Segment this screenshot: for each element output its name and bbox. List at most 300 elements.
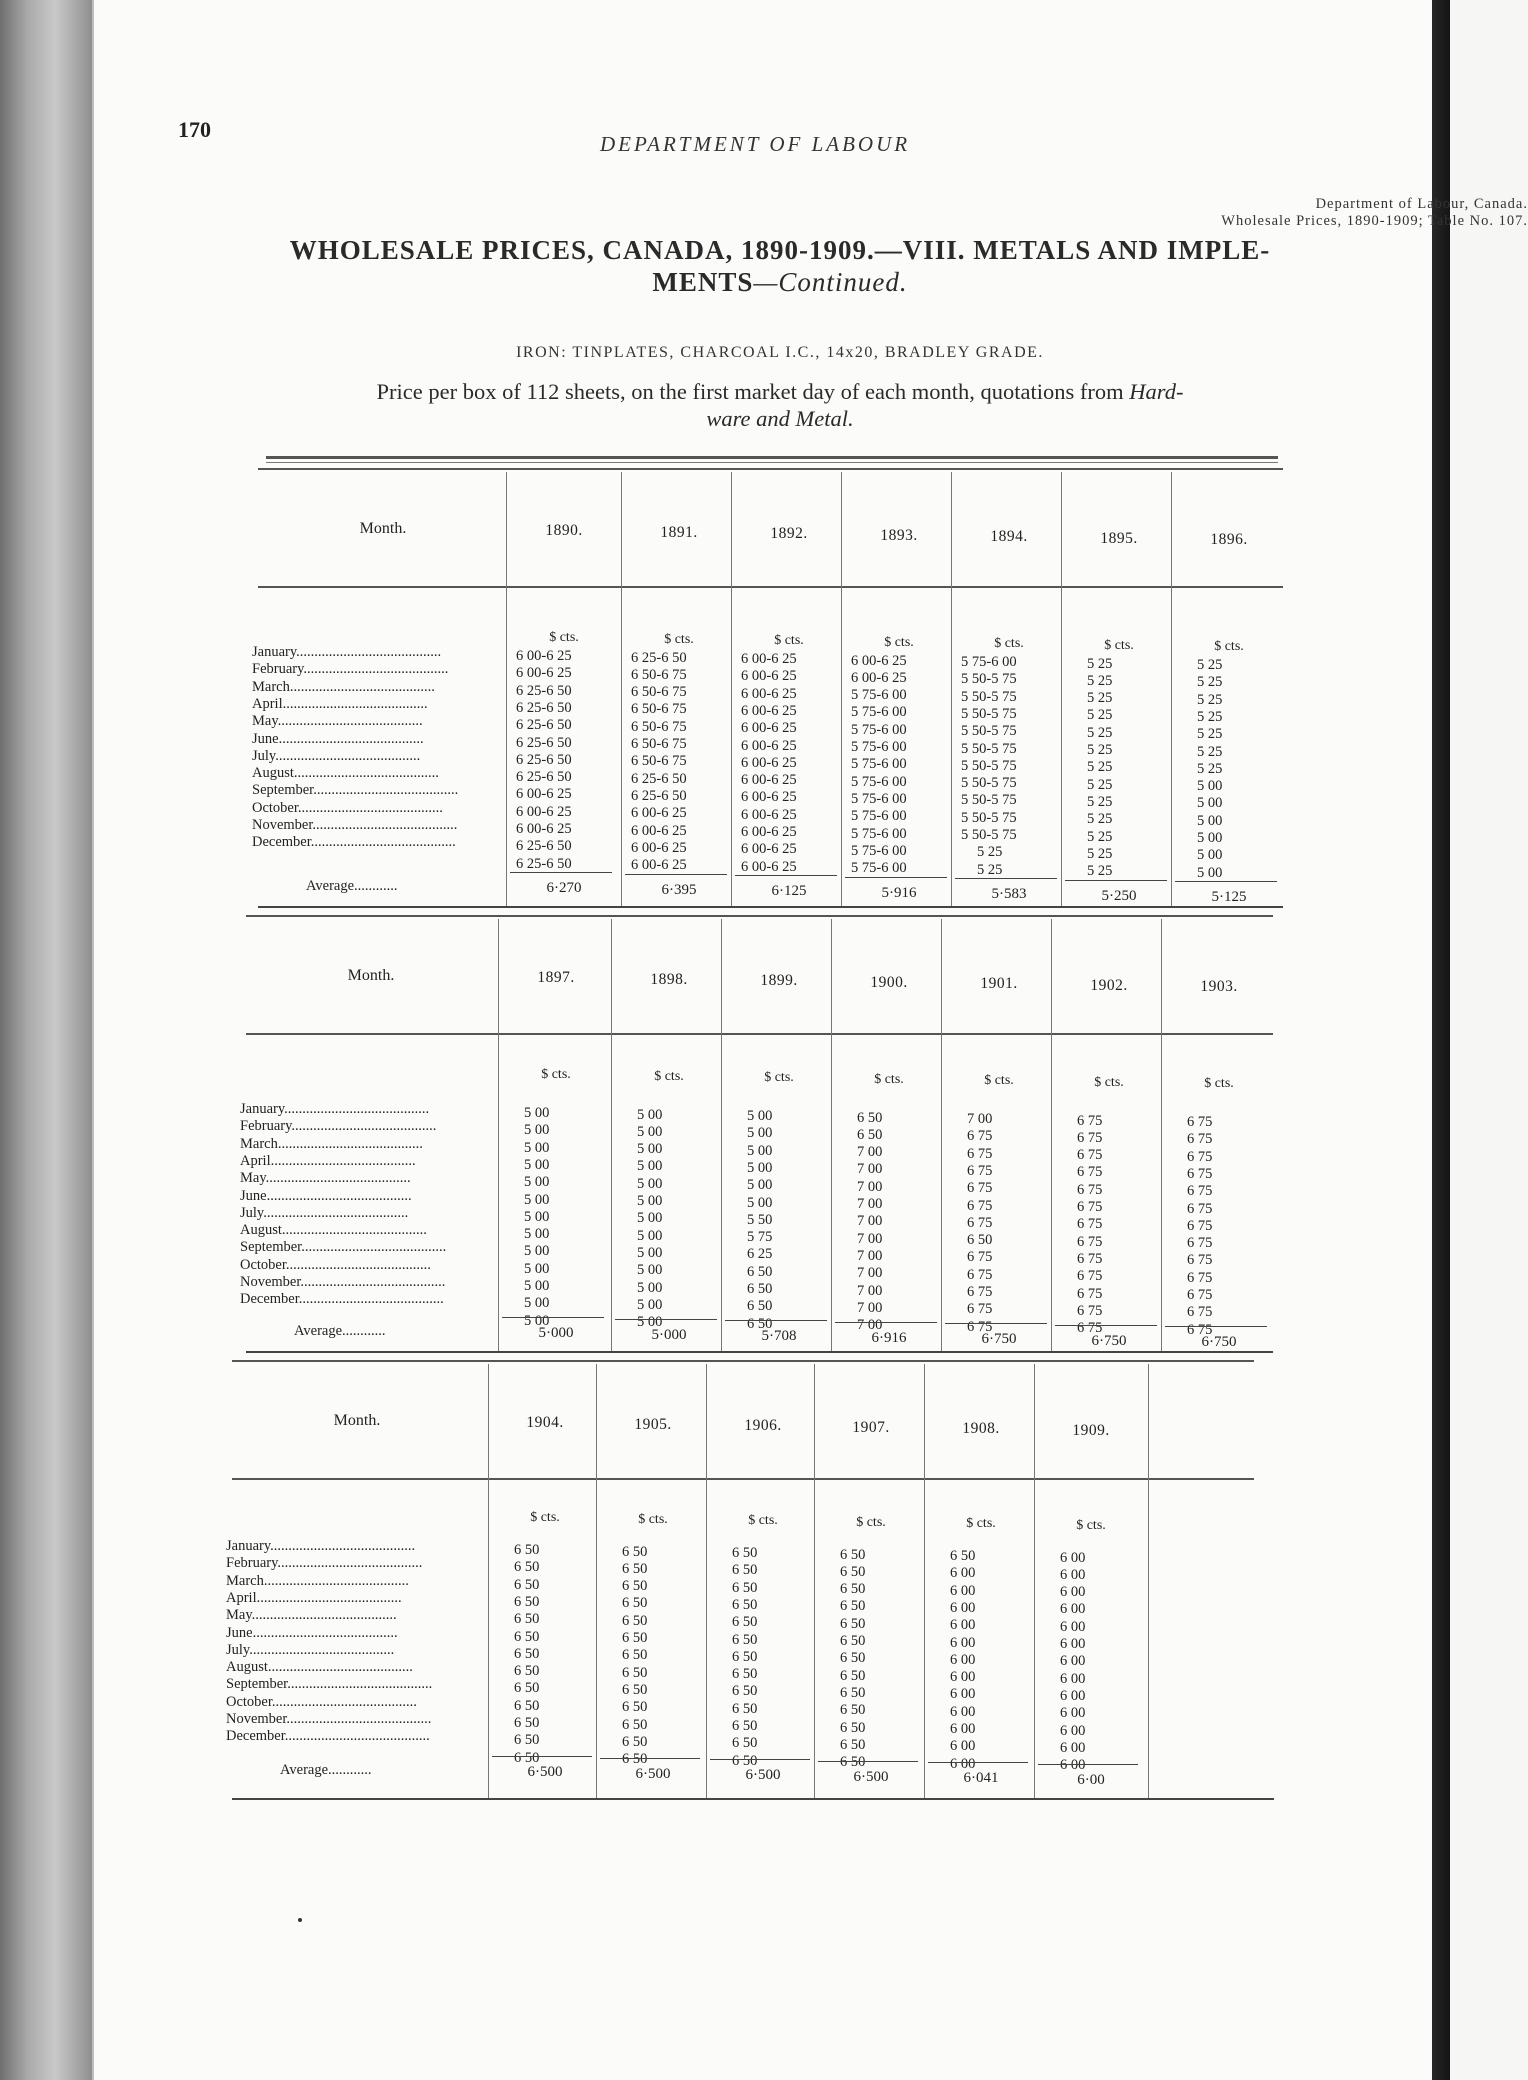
- price-cell: 5 00: [524, 1105, 550, 1121]
- price-cell: 6 50: [622, 1612, 648, 1629]
- price-cell: 5 25: [977, 844, 1003, 861]
- price-cell: 5 25: [1087, 811, 1113, 828]
- price-cell: 5 25: [1197, 708, 1223, 725]
- price-cell: 6 75: [1077, 1320, 1103, 1337]
- price-cell: 6 50: [840, 1667, 866, 1684]
- column-divider: [498, 919, 499, 1351]
- price-cell: 6 50: [747, 1263, 773, 1280]
- commodity-subheading: IRON: TINPLATES, CHARCOAL I.C., 14x20, BRADLEY GRADE.: [516, 344, 1044, 361]
- price-cell: 6 50: [840, 1754, 866, 1771]
- price-cell: 5 75-6 00: [851, 704, 907, 721]
- average-value: 6·500: [635, 1765, 671, 1782]
- price-cell: 5 25: [1087, 863, 1113, 880]
- table-header-rule: [246, 1033, 1273, 1035]
- price-cell: 6 00-6 25: [631, 857, 687, 874]
- price-cell: 6 75: [967, 1214, 993, 1231]
- month-column-header: Month.: [359, 520, 407, 537]
- price-cell: 6 00: [950, 1669, 976, 1686]
- price-cell: 6 50: [514, 1697, 540, 1714]
- price-cell: 7 00: [857, 1282, 883, 1299]
- average-rule: [492, 1756, 592, 1757]
- price-cell: 5 00: [637, 1141, 663, 1158]
- price-cell: 6 25-6 50: [631, 649, 687, 666]
- price-cell: 5 75-6 00: [851, 790, 907, 807]
- year-header: 1909.: [1072, 1421, 1110, 1439]
- price-cell: 6 50: [514, 1593, 540, 1610]
- price-cell: 6 75: [967, 1180, 993, 1197]
- price-note-source-a: Hard-: [1129, 379, 1184, 404]
- price-cell: 6 50: [732, 1700, 758, 1717]
- adjacent-page-edge: [1450, 0, 1528, 2080]
- price-cell: 6 50-6 75: [631, 718, 687, 735]
- price-cell: 5 00: [524, 1208, 550, 1225]
- price-cell: 6 00: [950, 1721, 976, 1737]
- price-cell: 5 75-6 00: [851, 721, 907, 738]
- price-cell: 6 00: [1060, 1653, 1086, 1670]
- month-label: October........................................: [226, 1693, 417, 1710]
- price-cell: 5 50-5 75: [961, 775, 1017, 792]
- price-cell: 5 00: [637, 1227, 663, 1244]
- price-cell: 6 00-6 25: [631, 805, 687, 822]
- price-cell: 6 75: [1187, 1269, 1213, 1286]
- price-cell: 6 00: [950, 1651, 976, 1668]
- price-cell: 6 00: [1060, 1705, 1086, 1722]
- price-cell: 5 50-5 75: [961, 740, 1017, 757]
- average-rule: [1165, 1326, 1267, 1327]
- price-cell: 6 50: [840, 1650, 866, 1667]
- price-cell: 6 50: [840, 1581, 866, 1598]
- price-cell: 6 50: [732, 1596, 758, 1613]
- price-cell: 5 25: [1197, 743, 1223, 760]
- year-header: 1899.: [760, 972, 798, 989]
- price-cell: 6 75: [1187, 1183, 1213, 1200]
- price-cell: 6 00: [1060, 1618, 1086, 1635]
- price-cell: 5 00: [524, 1174, 550, 1191]
- price-cell: 6 25-6 50: [516, 855, 572, 872]
- month-label: June........................................: [226, 1624, 398, 1641]
- average-rule: [725, 1320, 827, 1321]
- price-cell: 6 75: [967, 1197, 993, 1214]
- month-label: March........................................: [252, 678, 435, 695]
- price-cell: 6 00: [1060, 1687, 1086, 1704]
- unit-label: $ cts.: [1204, 1076, 1234, 1091]
- price-cell: 6 50: [857, 1126, 883, 1143]
- price-cell: 6 50: [514, 1628, 540, 1645]
- price-cell: 5 25: [1197, 726, 1223, 743]
- month-label: May........................................: [252, 713, 423, 730]
- price-cell: 6 75: [1077, 1268, 1103, 1285]
- average-value: 6·750: [1091, 1332, 1127, 1349]
- table-top-rule: [246, 915, 1273, 917]
- column-divider: [621, 472, 622, 906]
- price-cell: 6 50: [514, 1749, 540, 1766]
- price-cell: 6 75: [1187, 1321, 1213, 1338]
- price-cell: 6 75: [1077, 1147, 1103, 1164]
- month-label: November........................................: [240, 1274, 446, 1290]
- price-cell: 6 75: [1077, 1250, 1103, 1267]
- price-cell: 5 00: [524, 1260, 550, 1277]
- price-cell: 6 50: [840, 1615, 866, 1632]
- price-cell: 6 00-6 25: [631, 822, 687, 839]
- price-cell: 6 50: [840, 1546, 866, 1563]
- average-rule: [615, 1319, 717, 1320]
- price-cell: 6 75: [967, 1301, 993, 1318]
- price-cell: 6 00: [1060, 1549, 1086, 1566]
- price-cell: 5 25: [1087, 724, 1113, 741]
- price-cell: 6 50-6 75: [631, 684, 687, 701]
- price-cell: 6 25-6 50: [631, 787, 687, 804]
- price-cell: 6 75: [1187, 1217, 1213, 1234]
- title-line-2: MENTS: [652, 267, 754, 297]
- price-cell: 5 00: [747, 1159, 773, 1176]
- scan-speck: [298, 1918, 302, 1922]
- price-cell: 6 50: [622, 1699, 648, 1716]
- price-note: [250, 378, 1310, 432]
- year-header: 1897.: [537, 969, 575, 986]
- price-cell: 6 25-6 50: [516, 717, 572, 734]
- table-reference-line-2: Wholesale Prices, 1890-1909; Table No. 107.: [1221, 213, 1528, 229]
- price-cell: 5 00: [524, 1278, 550, 1294]
- price-cell: 5 25: [1197, 691, 1223, 708]
- month-label: September........................................: [240, 1239, 447, 1256]
- price-cell: 6 50: [514, 1732, 540, 1749]
- price-cell: 5 25: [1087, 845, 1113, 862]
- year-header: 1907.: [852, 1418, 890, 1436]
- unit-label: $ cts.: [654, 1068, 684, 1084]
- average-rule: [818, 1761, 918, 1762]
- year-header: 1892.: [770, 525, 808, 542]
- year-header: 1906.: [744, 1417, 782, 1434]
- price-cell: 6 50: [514, 1559, 540, 1576]
- price-cell: 6 25-6 50: [631, 770, 687, 787]
- column-divider: [731, 472, 732, 906]
- price-cell: 5 75-6 00: [851, 842, 907, 859]
- price-cell: 6 50: [840, 1598, 866, 1615]
- price-cell: 7 00: [967, 1111, 993, 1127]
- table-bottom-rule: [232, 1798, 1274, 1800]
- price-cell: 6 75: [967, 1145, 993, 1162]
- year-header: 1895.: [1100, 529, 1138, 547]
- price-cell: 6 75: [967, 1162, 993, 1179]
- price-cell: 6 75: [1077, 1199, 1103, 1215]
- price-cell: 6 50: [840, 1563, 866, 1580]
- price-cell: 6 25-6 50: [516, 751, 572, 768]
- price-cell: 7 00: [857, 1161, 883, 1178]
- average-value: 5·916: [881, 884, 917, 901]
- unit-label: $ cts.: [748, 1513, 778, 1528]
- price-cell: 5 50-5 75: [961, 688, 1017, 705]
- month-label: December........................................: [252, 834, 456, 851]
- average-rule: [928, 1762, 1028, 1763]
- average-value: 6·395: [661, 881, 697, 898]
- price-cell: 6 00: [1060, 1722, 1086, 1739]
- average-rule: [845, 877, 947, 878]
- price-cell: 6 50: [622, 1630, 648, 1646]
- month-label: January........................................: [252, 644, 442, 660]
- price-cell: 5 00: [1197, 847, 1223, 864]
- price-cell: 6 00-6 25: [741, 789, 797, 806]
- price-cell: 5 00: [637, 1175, 663, 1192]
- price-cell: 6 00-6 25: [516, 648, 572, 664]
- price-note-text: Price per box of 112 sheets, on the first market day of each month, quotations from: [376, 379, 1130, 404]
- price-cell: 6 00: [950, 1703, 976, 1720]
- month-label: April........................................: [252, 695, 428, 712]
- price-cell: 6 00-6 25: [741, 702, 797, 719]
- price-cell: 6 00-6 25: [741, 651, 797, 667]
- month-column-header: Month.: [333, 1412, 381, 1429]
- unit-label: $ cts.: [966, 1516, 996, 1531]
- price-cell: 5 25: [1087, 690, 1113, 707]
- average-rule: [625, 874, 727, 875]
- price-cell: 5 25: [1087, 759, 1113, 776]
- price-cell: 5 00: [1197, 795, 1223, 812]
- price-cell: 5 25: [1087, 793, 1113, 810]
- month-label: January........................................: [240, 1101, 430, 1117]
- price-cell: 5 00: [524, 1226, 550, 1243]
- price-cell: 6 50: [747, 1298, 773, 1315]
- price-cell: 5 00: [524, 1122, 550, 1139]
- price-cell: 5 00: [747, 1194, 773, 1211]
- price-cell: 6 50: [514, 1542, 540, 1558]
- price-cell: 6 75: [1077, 1129, 1103, 1146]
- month-label: July........................................: [252, 747, 421, 764]
- price-cell: 6 75: [1187, 1165, 1213, 1182]
- price-cell: 6 00: [950, 1582, 976, 1599]
- price-cell: 6 50: [840, 1736, 866, 1753]
- price-cell: 6 75: [1187, 1252, 1213, 1269]
- price-cell: 6 00: [1060, 1739, 1086, 1756]
- price-cell: 6 50: [514, 1645, 540, 1662]
- month-label: March........................................: [226, 1572, 409, 1589]
- price-cell: 6 00: [950, 1565, 976, 1582]
- price-cell: 6 00-6 25: [741, 858, 797, 875]
- price-cell: 6 00: [1060, 1601, 1086, 1618]
- price-cell: 6 75: [967, 1249, 993, 1266]
- price-cell: 7 00: [857, 1299, 883, 1316]
- column-divider: [488, 1364, 489, 1798]
- price-cell: 6 50-6 75: [631, 736, 687, 752]
- price-cell: 5 25: [1087, 828, 1113, 845]
- average-value: 6·500: [527, 1764, 563, 1780]
- price-cell: 5 00: [1197, 812, 1223, 829]
- year-header: 1894.: [990, 528, 1028, 545]
- price-cell: 6 50-6 75: [631, 666, 687, 683]
- price-cell: 5 25: [1087, 776, 1113, 793]
- column-divider: [951, 472, 952, 906]
- title-continued: —Continued.: [753, 267, 908, 297]
- average-value: 6·750: [981, 1331, 1017, 1347]
- price-cell: 5 00: [747, 1108, 773, 1124]
- price-cell: 6 25-6 50: [516, 838, 572, 855]
- month-label: August........................................: [252, 765, 439, 782]
- month-column-header: Month.: [347, 967, 395, 984]
- price-cell: 6 50: [732, 1648, 758, 1665]
- month-label: November........................................: [226, 1711, 432, 1727]
- month-label: December........................................: [240, 1291, 444, 1308]
- page-number: 170: [178, 117, 211, 142]
- price-cell: 5 00: [524, 1191, 550, 1208]
- price-cell: 6 50: [622, 1681, 648, 1698]
- price-cell: 5 50: [747, 1211, 773, 1228]
- month-label: July........................................: [226, 1641, 395, 1658]
- price-cell: 5 00: [637, 1244, 663, 1261]
- average-value: 6·750: [1201, 1334, 1237, 1350]
- unit-label: $ cts.: [638, 1511, 668, 1527]
- price-cell: 6 00-6 25: [516, 786, 572, 803]
- unit-label: $ cts.: [530, 1510, 560, 1525]
- month-label: December........................................: [226, 1728, 430, 1745]
- unit-label: $ cts.: [1076, 1517, 1106, 1533]
- price-cell: 6 50: [622, 1543, 648, 1560]
- price-cell: 5 00: [747, 1125, 773, 1142]
- average-rule: [945, 1323, 1047, 1324]
- price-cell: 6 50: [514, 1715, 540, 1731]
- year-header: 1905.: [634, 1415, 672, 1433]
- month-label: March........................................: [240, 1135, 423, 1152]
- price-cell: 6 00-6 25: [516, 803, 572, 820]
- price-cell: 6 75: [1077, 1164, 1103, 1181]
- price-cell: 6 50: [622, 1647, 648, 1664]
- price-cell: 6 75: [1187, 1131, 1213, 1148]
- unit-label: $ cts.: [664, 631, 694, 647]
- average-rule: [1175, 881, 1277, 882]
- average-rule: [1038, 1764, 1138, 1765]
- price-cell: 6 00-6 25: [741, 754, 797, 771]
- price-cell: 7 00: [857, 1230, 883, 1247]
- average-value: 5·708: [761, 1328, 797, 1344]
- average-value: 6·00: [1077, 1771, 1105, 1788]
- price-cell: 7 00: [857, 1196, 883, 1212]
- price-cell: 6 75: [967, 1128, 993, 1145]
- average-rule: [710, 1759, 810, 1760]
- price-cell: 6 75: [1077, 1216, 1103, 1233]
- price-cell: 6 50: [514, 1611, 540, 1628]
- price-cell: 6 75: [967, 1318, 993, 1335]
- month-label: July........................................: [240, 1204, 409, 1221]
- price-cell: 6 50: [732, 1735, 758, 1752]
- column-divider: [611, 919, 612, 1351]
- price-cell: 5 25: [1087, 655, 1113, 672]
- month-label: September........................................: [226, 1676, 433, 1693]
- price-cell: 5 00: [747, 1142, 773, 1159]
- price-cell: 6 50: [747, 1281, 773, 1297]
- month-label: August........................................: [240, 1222, 427, 1239]
- price-cell: 5 75-6 00: [851, 756, 907, 773]
- column-divider: [924, 1364, 925, 1798]
- price-cell: 6 50: [622, 1751, 648, 1768]
- table-bottom-rule: [246, 1351, 1273, 1353]
- price-cell: 5 50-5 75: [961, 792, 1017, 809]
- price-cell: 6 00: [950, 1755, 976, 1772]
- average-value: 6·270: [546, 880, 582, 896]
- price-cell: 6 00-6 25: [516, 665, 572, 682]
- column-divider: [841, 472, 842, 906]
- table-header-rule: [232, 1478, 1254, 1480]
- price-cell: 6 75: [1077, 1285, 1103, 1302]
- year-header: 1904.: [526, 1414, 564, 1431]
- column-divider: [721, 919, 722, 1351]
- price-cell: 6 25-6 50: [516, 682, 572, 699]
- price-cell: 6 00-6 25: [741, 668, 797, 685]
- price-cell: 6 50: [622, 1733, 648, 1750]
- column-divider: [1148, 1364, 1149, 1798]
- price-cell: 5 50-5 75: [961, 809, 1017, 826]
- price-cell: 5 00: [1197, 830, 1223, 846]
- column-divider: [596, 1364, 597, 1798]
- price-cell: 6 00-6 25: [741, 772, 797, 789]
- price-cell: 5 50-5 75: [961, 757, 1017, 774]
- price-cell: 5 75-6 00: [851, 860, 907, 877]
- price-cell: 6 50: [732, 1752, 758, 1769]
- average-value: 5·250: [1101, 887, 1137, 904]
- price-cell: 6 75: [1187, 1200, 1213, 1217]
- price-cell: 6 75: [1187, 1287, 1213, 1303]
- price-cell: 5 00: [637, 1279, 663, 1296]
- price-cell: 6 00-6 25: [851, 652, 907, 669]
- month-label: April........................................: [240, 1152, 416, 1169]
- column-divider: [1034, 1364, 1035, 1798]
- price-cell: 6 00-6 25: [741, 841, 797, 858]
- month-label: January........................................: [226, 1538, 416, 1554]
- price-cell: 6 50: [732, 1683, 758, 1700]
- price-cell: 6 00-6 25: [741, 720, 797, 737]
- price-cell: 7 00: [857, 1317, 883, 1334]
- price-cell: 6 00: [950, 1686, 976, 1703]
- month-label: October........................................: [252, 799, 443, 816]
- price-cell: 5 50-5 75: [961, 705, 1017, 722]
- price-cell: 5 00: [637, 1106, 663, 1123]
- price-cell: 6 00-6 25: [741, 737, 797, 754]
- column-divider: [706, 1364, 707, 1798]
- unit-label: $ cts.: [984, 1073, 1014, 1088]
- average-value: 6·916: [871, 1329, 907, 1346]
- column-divider: [1171, 472, 1172, 906]
- price-cell: 6 75: [1077, 1233, 1103, 1250]
- price-cell: 6 00: [1060, 1566, 1086, 1583]
- price-cell: 6 75: [967, 1266, 993, 1283]
- average-label: Average............: [306, 878, 398, 894]
- average-value: 6·500: [745, 1767, 781, 1783]
- price-cell: 6 00: [1060, 1670, 1086, 1687]
- price-cell: 6 50: [950, 1548, 976, 1564]
- average-rule: [1055, 1325, 1157, 1326]
- month-label: February........................................: [252, 661, 449, 678]
- price-cell: 5 00: [524, 1139, 550, 1156]
- average-rule: [600, 1758, 700, 1759]
- month-label: June........................................: [252, 730, 424, 747]
- price-cell: 6 00: [1060, 1584, 1086, 1601]
- price-cell: 5 25: [1087, 742, 1113, 758]
- price-cell: 6 50: [622, 1716, 648, 1733]
- average-value: 5·583: [991, 886, 1027, 902]
- price-cell: 7 00: [857, 1144, 883, 1161]
- month-label: October........................................: [240, 1256, 431, 1273]
- year-header: 1898.: [650, 970, 688, 988]
- price-cell: 6 00-6 25: [741, 806, 797, 823]
- title-line-1: WHOLESALE PRICES, CANADA, 1890-1909.—VIII. METALS AND IMPLE-: [289, 235, 1271, 265]
- year-header: 1900.: [870, 973, 908, 991]
- unit-label: $ cts.: [541, 1067, 571, 1082]
- year-header: 1896.: [1210, 531, 1248, 548]
- price-cell: 6 50: [622, 1578, 648, 1595]
- month-label: November........................................: [252, 817, 458, 833]
- price-cell: 6 50: [622, 1560, 648, 1577]
- price-cell: 6 50: [840, 1633, 866, 1649]
- price-cell: 5 75-6 00: [851, 687, 907, 704]
- average-value: 6·041: [963, 1770, 999, 1786]
- price-cell: 6 50: [732, 1666, 758, 1683]
- month-label: February........................................: [226, 1555, 423, 1572]
